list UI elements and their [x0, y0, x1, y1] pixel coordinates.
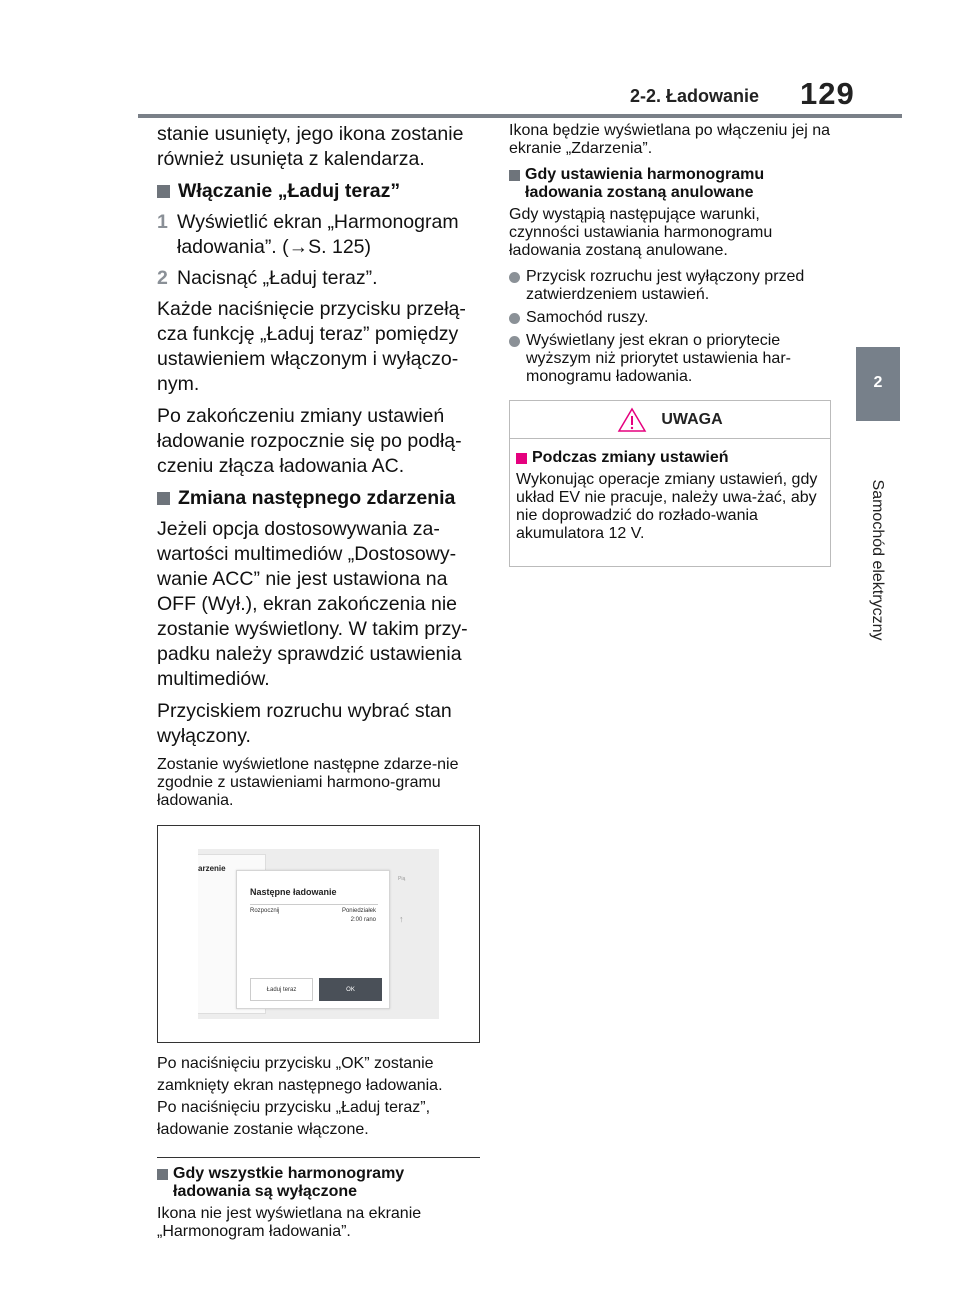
step-1: [157, 210, 480, 260]
warning-triangle-icon: [617, 407, 647, 433]
right-column: [509, 122, 834, 567]
list-item-text: Przycisk rozruchu jest wyłączony przed zatwierdzeniem ustawień.: [526, 268, 805, 303]
list-item: [509, 332, 834, 386]
bullet-dot-icon: [509, 313, 520, 324]
intro-text: stanie usunięty, jego ikona zostanie również usunięta z kalendarza.: [157, 123, 464, 170]
screen-arrow-icon: ↑: [399, 914, 404, 924]
screen-underlying-label: arzenie: [198, 864, 226, 873]
charge-now-button[interactable]: Ładuj teraz: [250, 978, 313, 1001]
step-2-text: Nacisnąć „Ładuj teraz”.: [177, 267, 378, 289]
warning-box: [509, 400, 831, 567]
list-item-text: Wyświetlany jest ekran o priorytecie wyższym niż priorytet ustawienia har-monogramu ładowania.: [526, 332, 791, 385]
after-change-text: Po zakończeniu zmiany ustawień ładowanie rozpocznie się po podłą-czeniu złącza ładowania AC.: [157, 405, 462, 477]
chapter-number: 2: [873, 374, 883, 391]
dialog-title: Następne ładowanie: [250, 887, 337, 897]
warning-heading-text: Podczas zmiany ustawień: [532, 449, 729, 466]
chapter-tab: [856, 347, 900, 421]
dialog-divider: [250, 904, 378, 905]
heading-all-off-text: Gdy wszystkie harmonogramy ładowania są wyłączone: [173, 1165, 405, 1200]
warning-header: [510, 401, 830, 439]
left-column: [157, 122, 480, 1249]
dialog-day: Poniedziałek: [341, 908, 376, 914]
next-charge-dialog: [236, 870, 390, 1009]
caption-ok: Po naciśnięciu przycisku „OK” zostanie zamknięty ekran następnego ładowania.: [157, 1055, 443, 1094]
bullet-dot-icon: [509, 272, 520, 283]
page-number: 129: [800, 76, 855, 111]
heading-cancel-text: Gdy ustawienia harmonogramu ładowania zostaną anulowane: [525, 166, 765, 201]
section-title: 2-2. Ładowanie: [630, 86, 760, 106]
screen-illustration: [157, 825, 480, 1043]
section-rule: [157, 1157, 480, 1158]
all-off-text: Ikona nie jest wyświetlana na ekranie „Harmonogram ładowania”.: [157, 1205, 422, 1240]
warning-body: [510, 439, 830, 543]
heading-all-off: [157, 1165, 480, 1201]
square-bullet-icon: [509, 170, 520, 181]
settings-text: Jeżeli opcja dostosowywania za-wartości multimediów „Dostosowy-wanie ACC” nie jest ustawiona na OFF (Wył.), ekran zakończenia nie zostanie wyświetlony. W takim przy-padku należy sprawdzić ustawienia multimediów.: [157, 518, 468, 690]
dialog-start-label: Rozpocznij: [250, 908, 280, 914]
caption-charge-now: Po naciśnięciu przycisku „Ładuj teraz”, ładowanie zostanie włączone.: [157, 1099, 431, 1138]
heading-cancel: [509, 166, 834, 202]
warning-text: Wykonując operacje zmiany ustawień, gdy układ EV nie pracuje, należy uwa-żać, aby nie doprowadzić do rozłado-wania akumulatora 12 V.: [516, 471, 818, 542]
next-event-note: Zostanie wyświetlone następne zdarze-nie zgodnie z ustawieniami harmono-gramu ładowania.: [157, 756, 459, 809]
step-2: [157, 266, 480, 291]
header-rule: [138, 114, 902, 118]
bullet-dot-icon: [509, 336, 520, 347]
screen-right-text: Pią: [398, 876, 406, 882]
step-2-number: 2: [157, 267, 168, 289]
heading-next-event: [157, 486, 480, 511]
warning-heading: [516, 449, 824, 467]
page-header: [0, 0, 960, 120]
cancel-text: Gdy wystąpią następujące warunki, czynności ustawiania harmonogramu ładowania zostaną anulowane.: [509, 206, 773, 259]
right-intro-text: Ikona będzie wyświetlana po włączeniu jej na ekranie „Zdarzenia”.: [509, 122, 831, 157]
step-1-number: 1: [157, 211, 168, 233]
heading-enable-text: Włączanie „Ładuj teraz”: [178, 180, 401, 202]
heading-next-event-text: Zmiana następnego zdarzenia: [178, 487, 456, 509]
list-item: [509, 309, 834, 327]
chapter-label: Samochód elektryczny: [869, 479, 886, 641]
square-bullet-icon: [157, 492, 170, 505]
heading-enable: [157, 179, 480, 204]
ok-button[interactable]: OK: [319, 978, 382, 1001]
power-off-text: Przyciskiem rozruchu wybrać stan wyłączony.: [157, 700, 452, 747]
toggle-text: Każde naciśnięcie przycisku przełą-cza funkcję „Ładuj teraz” pomiędzy ustawieniem włączonym i wyłączo-nym.: [157, 298, 466, 395]
step-1-text: Wyświetlić ekran „Harmonogram ładowania”. (→S. 125): [177, 211, 459, 258]
square-bullet-icon: [157, 185, 170, 198]
list-item: [509, 268, 834, 304]
square-bullet-icon: [157, 1169, 168, 1180]
list-item-text: Samochód ruszy.: [526, 309, 649, 326]
dialog-time: 2:00 rano: [350, 917, 376, 923]
square-bullet-icon: [516, 453, 527, 464]
warning-title: UWAGA: [661, 410, 723, 428]
